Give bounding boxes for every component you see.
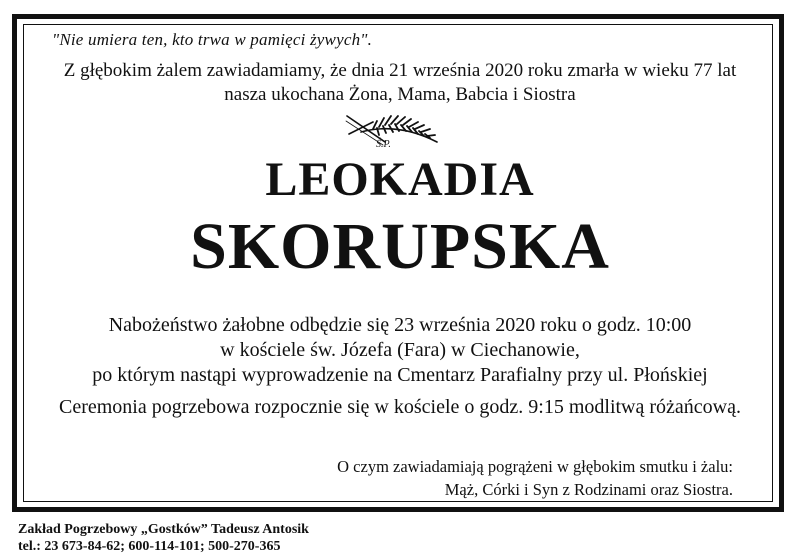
closing-line-2: Mąż, Córki i Syn z Rodzinami oraz Siostra. <box>444 480 733 499</box>
announcement-line-2: nasza ukochana Żona, Mama, Babcia i Siostra <box>224 84 576 105</box>
sp-caption: Ś.P. <box>376 139 391 150</box>
funeral-home-phones: tel.: 23 673-84-62; 600-114-101; 500-270-365 <box>18 539 281 554</box>
funeral-home-name: Zakład Pogrzebowy „Gostków” Tadeusz Antosik <box>18 522 309 537</box>
deceased-surname: SKORUPSKA <box>190 210 610 283</box>
ceremony-line-1: Nabożeństwo żałobne odbędzie się 23 września 2020 roku o godz. 10:00 <box>108 314 692 336</box>
ceremony-line-2: w kościele św. Józefa (Fara) w Ciechanowie, <box>220 339 580 361</box>
deceased-first-name: LEOKADIA <box>265 153 535 206</box>
ceremony-line-3: po którym nastąpi wyprowadzenie na Cmentarz Parafialny przy ul. Płońskiej <box>92 364 708 386</box>
announcement-line-1: Z głębokim żalem zawiadamiamy, że dnia 21 września 2020 roku zmarła w wieku 77 lat <box>63 60 737 81</box>
closing-line-1: O czym zawiadamiają pogrążeni w głębokim smutku i żalu: <box>337 457 733 476</box>
ceremony-line-4: Ceremonia pogrzebowa rozpocznie się w kościele o godz. 9:15 modlitwą różańcową. <box>59 396 741 418</box>
memorial-quote: "Nie umiera ten, kto trwa w pamięci żywych". <box>52 30 373 49</box>
cross-palm-branch-icon <box>343 112 443 156</box>
